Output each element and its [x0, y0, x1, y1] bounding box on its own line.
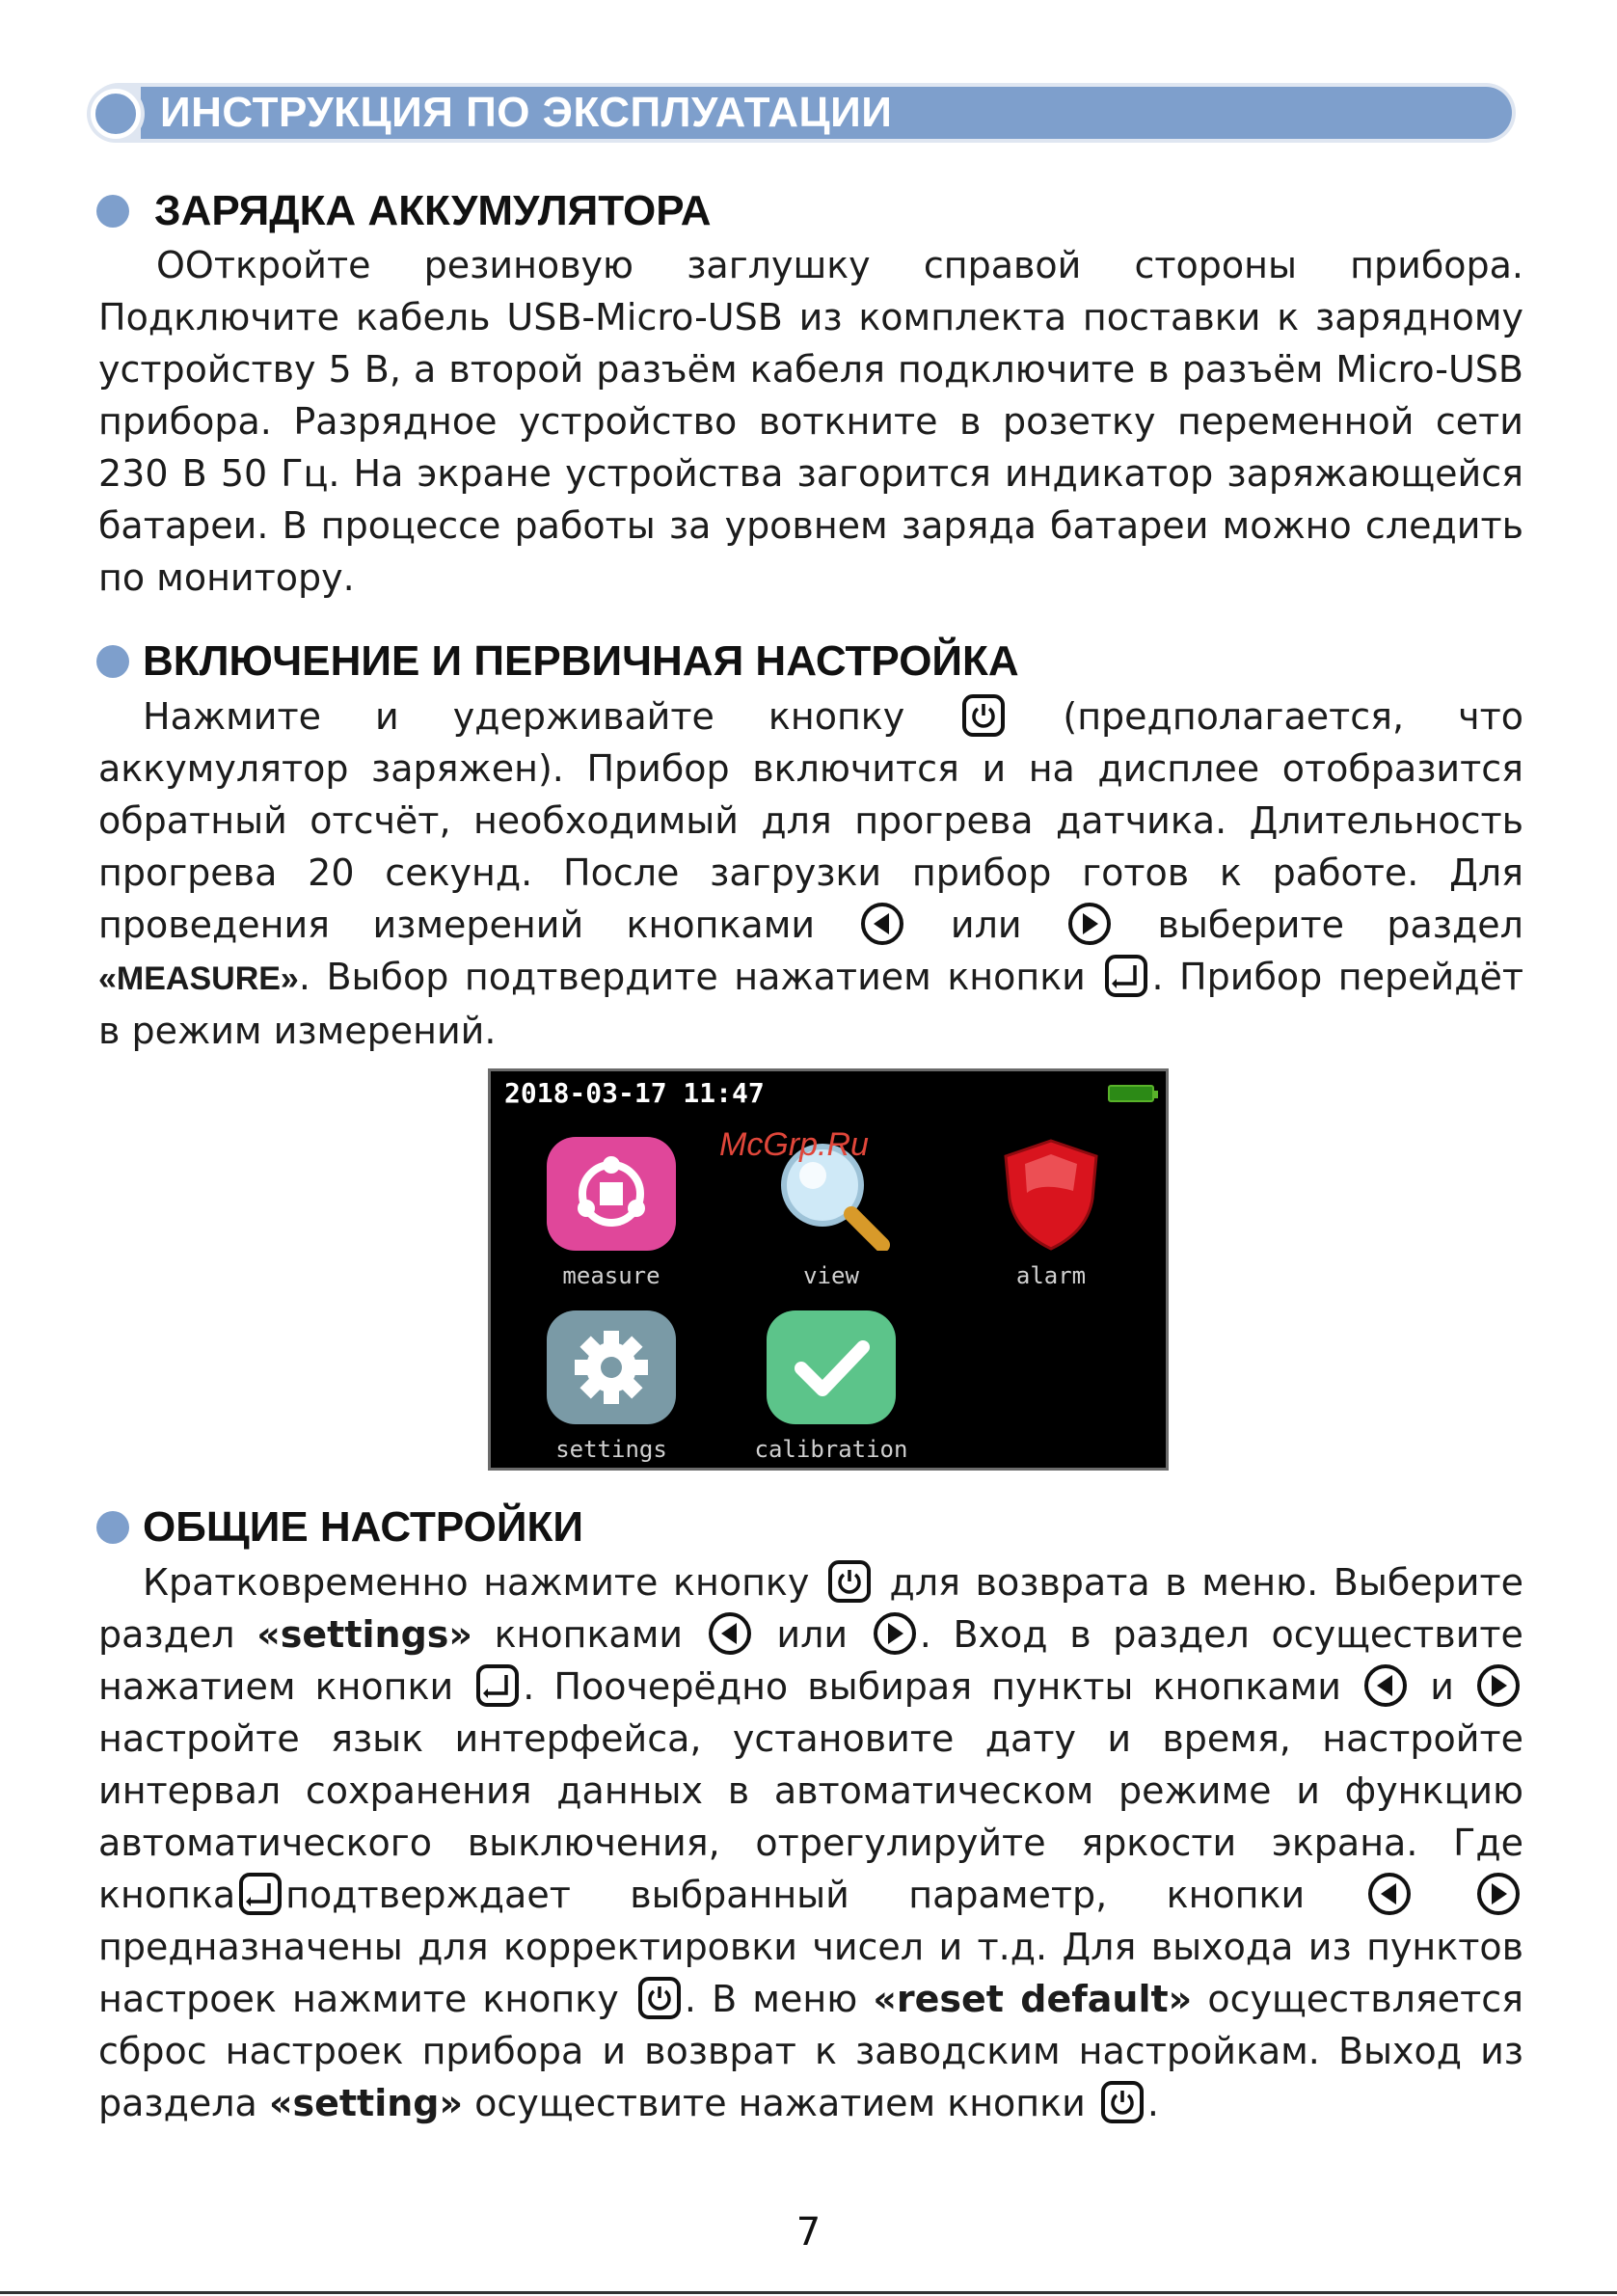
menu-settings-label: «settings»: [256, 1613, 472, 1656]
section-bullet: [96, 1511, 129, 1544]
text-span: для возврата в меню. Выберите раздел: [98, 1561, 1523, 1656]
measure-icon: [547, 1137, 676, 1251]
menu-reset-default-label: «reset default»: [873, 1978, 1193, 2020]
section-bullet: [96, 645, 129, 678]
battery-icon: [1108, 1085, 1154, 1102]
text-span: и: [1430, 1665, 1454, 1708]
text-span: выберите раздел: [1157, 904, 1523, 946]
enter-button-icon: [1105, 955, 1147, 997]
right-arrow-button-icon: [1477, 1664, 1520, 1707]
text-span: или: [776, 1613, 849, 1656]
section-text-general-settings: [98, 1556, 1523, 2129]
section-title: ЗАРЯДКА АККУМУЛЯТОРА: [154, 187, 712, 234]
app-label: measure: [562, 1262, 660, 1289]
power-button-icon: [828, 1560, 871, 1603]
section-text-charging: ООткройте резиновую заглушку справой стороны прибора. Подключите кабель USB-Micro-USB из комплекта поставки к зарядному устройству 5 В, а второй разъём кабеля подключите в разъём Micro-USB прибора. Разрядное устройство воткните в розетку переменной сети 230 В 50 Гц. На экране устройства загорится индикатор заряжающейся батареи. В процессе работы за уровнем заряда батареи можно следить по монитору.: [98, 244, 1523, 599]
watermark: McGrp.Ru: [719, 1126, 869, 1163]
text-span: настройте язык интерфейса, установите дату и время, настройте интервал сохранения данных в автоматическом режиме и функцию автоматического выключения, отрегулируйте яркости экрана. Где кнопка: [98, 1717, 1523, 1916]
app-alarm: [979, 1137, 1123, 1291]
text-span: предназначены для корректировки чисел и т.д. Для выхода из пунктов настроек нажмите кнопку: [98, 1926, 1523, 2020]
power-button-icon: [1101, 2081, 1144, 2123]
section-text-power-on: [98, 690, 1523, 1057]
text-span: осуществляется сброс настроек прибора и возврат к заводским настройкам. Выход из раздела: [98, 1978, 1523, 2124]
app-calibration: [754, 1310, 908, 1465]
enter-button-icon: [239, 1873, 282, 1915]
text-span: . Поочерёдно выбирая пункты кнопками: [523, 1665, 1341, 1708]
shield-icon: [986, 1137, 1116, 1251]
app-measure: [539, 1137, 684, 1291]
left-arrow-button-icon: [1364, 1664, 1407, 1707]
left-arrow-button-icon: [861, 903, 903, 945]
app-label: calibration: [754, 1436, 908, 1463]
text-span: Нажмите и удерживайте кнопку: [143, 695, 905, 738]
app-label: settings: [555, 1436, 667, 1463]
header-bullet: [91, 89, 141, 139]
section-heading-power-on: [96, 633, 1019, 690]
left-arrow-button-icon: [1368, 1873, 1411, 1915]
right-arrow-button-icon: [874, 1612, 916, 1655]
text-span: подтверждает выбранный параметр, кнопки: [285, 1874, 1306, 1916]
app-label: alarm: [1015, 1262, 1087, 1289]
text-span: . Выбор подтвердите нажатием кнопки: [298, 956, 1086, 998]
screen-datetime: 2018-03-17 11:47: [504, 1077, 765, 1109]
gear-icon: [547, 1310, 676, 1424]
left-arrow-button-icon: [709, 1612, 751, 1655]
text-span: .: [1146, 2082, 1159, 2124]
checkmark-icon: [767, 1310, 896, 1424]
text-span: . Вход в раздел осуществите нажатием кнопки: [98, 1613, 1523, 1708]
menu-setting-label: «setting»: [268, 2082, 464, 2124]
text-span: или: [950, 904, 1022, 946]
right-arrow-button-icon: [1477, 1873, 1520, 1915]
text-span: . Прибор перейдёт в режим измерений.: [98, 956, 1523, 1052]
power-button-icon: [638, 1977, 681, 2019]
enter-button-icon: [476, 1664, 519, 1707]
page-number: 7: [795, 2210, 822, 2255]
text-span: осуществите нажатием кнопки: [474, 2082, 1086, 2124]
power-button-icon: [962, 694, 1005, 737]
section-title: ОБЩИЕ НАСТРОЙКИ: [143, 1503, 583, 1551]
app-label: view: [803, 1262, 859, 1289]
menu-measure-label: «MEASURE»: [98, 960, 299, 997]
section-heading-general-settings: [96, 1499, 583, 1556]
text-span: Кратковременно нажмите кнопку: [143, 1561, 810, 1604]
section-bullet: [96, 195, 129, 228]
right-arrow-button-icon: [1068, 903, 1111, 945]
section-title: ВКЛЮЧЕНИЕ И ПЕРВИЧНАЯ НАСТРОЙКА: [143, 637, 1019, 685]
text-span: кнопками: [494, 1613, 684, 1656]
section-heading-charging: [96, 182, 711, 240]
page-title: ИНСТРУКЦИЯ ПО ЭКСПЛУАТАЦИИ: [160, 89, 893, 136]
app-settings: [539, 1310, 684, 1465]
text-span: . В меню: [684, 1978, 858, 2020]
text-span: (предполагается, что аккумулятор заряжен). Прибор включится и на дисплее отобразится обратный отсчёт, необходимый для прогрева датчика. Длительность прогрева 20 секунд. После загрузки прибор готов к работе. Для проведения измерений кнопками: [98, 695, 1523, 946]
bottom-rule: [0, 2291, 1617, 2294]
